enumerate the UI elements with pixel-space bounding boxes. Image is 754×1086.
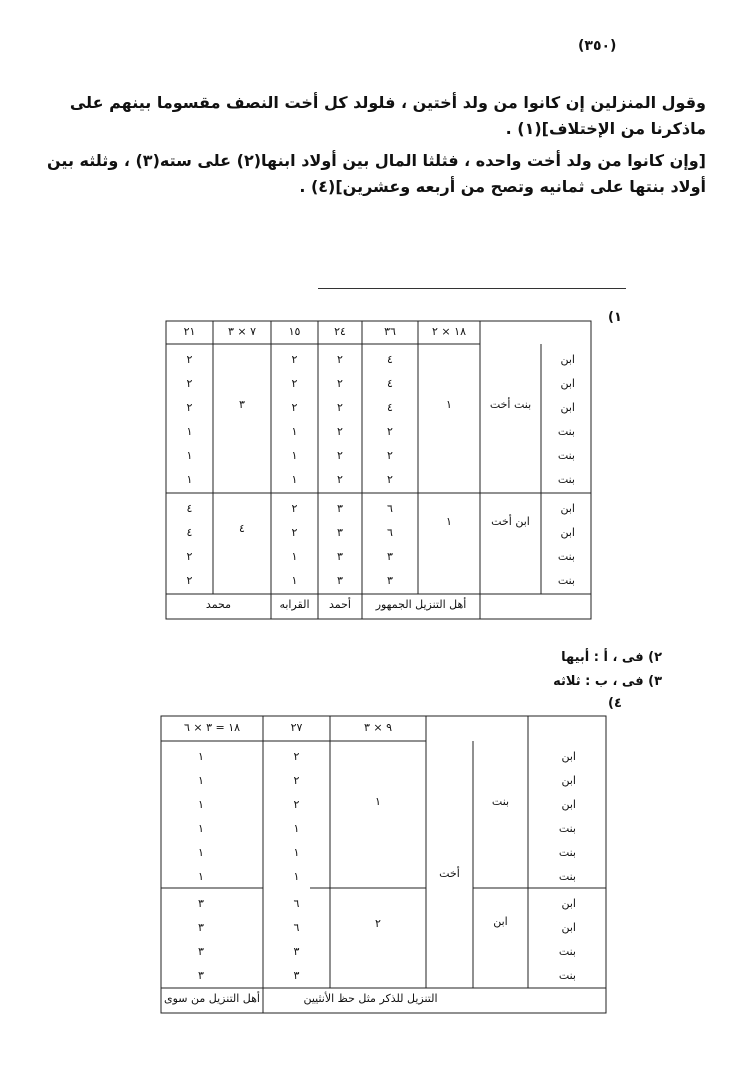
t1-c15-r5: ١ xyxy=(291,449,298,462)
t1-c36-r10: ٣ xyxy=(387,574,393,587)
t2-9x3-lower: ٢ xyxy=(375,917,381,930)
t1-header-15: ١٥ xyxy=(288,325,301,338)
footnote-4-mark: ٤) xyxy=(608,696,622,711)
t2-person-r5: بنت xyxy=(558,846,576,859)
t2-c27-r10: ٣ xyxy=(293,969,300,982)
t2-c18-r5: ١ xyxy=(198,846,204,859)
t2-c27-r4: ١ xyxy=(293,822,300,835)
t1-c24-r9: ٣ xyxy=(337,550,343,563)
t1-person-r5: بنت xyxy=(557,449,575,462)
t1-c21-r8: ٤ xyxy=(186,526,193,539)
t1-c36-r4: ٢ xyxy=(387,425,393,438)
footnote-1-mark: ١) xyxy=(608,310,622,325)
page-number: (٣٥٠) xyxy=(578,38,617,54)
t2-c27-r5: ١ xyxy=(293,846,300,859)
t2-person-r7: ابن xyxy=(561,897,576,910)
t1-footer-muhammad: محمد xyxy=(205,598,232,611)
t1-footer-jumhur: أهل التنزيل الجمهور xyxy=(375,598,467,611)
t2-c18-r6: ١ xyxy=(198,870,204,883)
t2-person-r2: ابن xyxy=(561,774,576,787)
t1-parent-daughter-of-sister: بنت أخت xyxy=(489,398,532,411)
t2-c27-r8: ٦ xyxy=(293,921,300,934)
t2-c18-r3: ١ xyxy=(198,798,204,811)
t2-header-27: ٢٧ xyxy=(290,721,303,734)
t1-c21-r3: ٢ xyxy=(186,401,193,414)
t1-header-24: ٢٤ xyxy=(334,325,346,338)
t1-footer-qarabah: القرابه xyxy=(279,598,310,611)
t1-c24-r1: ٢ xyxy=(337,353,343,366)
t1-c15-r4: ١ xyxy=(291,425,298,438)
t1-c15-r6: ١ xyxy=(291,473,298,486)
t2-c27-r3: ٢ xyxy=(293,798,300,811)
t2-footer-male-double: التنزيل للذكر مثل حظ الأنثيين xyxy=(303,992,438,1005)
t1-c21-r1: ٢ xyxy=(186,353,193,366)
t1-c36-r7: ٦ xyxy=(387,502,393,515)
t1-c36-r3: ٤ xyxy=(387,401,393,414)
t2-person-r10: بنت xyxy=(558,969,576,982)
t2-col-27 xyxy=(263,745,330,988)
t1-c15-r9: ١ xyxy=(291,550,298,563)
t1-c21-r4: ١ xyxy=(186,425,193,438)
t1-c36-r8: ٦ xyxy=(387,526,393,539)
t2-c18-r2: ١ xyxy=(198,774,204,787)
footnote-3: ٣) فى ، ب : ثلاثه xyxy=(553,674,662,689)
t1-c24-r8: ٣ xyxy=(337,526,343,539)
t2-parent-son: ابن xyxy=(493,915,508,928)
t1-c21-r5: ١ xyxy=(186,449,193,462)
t2-c18-r4: ١ xyxy=(198,822,204,835)
t2-person-r4: بنت xyxy=(558,822,576,835)
t2-person-r8: ابن xyxy=(561,921,576,934)
t1-c24-r6: ٢ xyxy=(337,473,343,486)
t1-c36-r6: ٢ xyxy=(387,473,393,486)
t1-header-21: ٢١ xyxy=(183,325,196,338)
t1-18x2-upper: ١ xyxy=(446,398,452,411)
t1-c21-r7: ٤ xyxy=(186,502,193,515)
t2-c27-r7: ٦ xyxy=(293,897,300,910)
t1-7x3-upper: ٣ xyxy=(239,398,245,411)
t1-person-r9: بنت xyxy=(557,550,575,563)
t2-c27-r2: ٢ xyxy=(293,774,300,787)
t2-person-r1: ابن xyxy=(561,750,576,763)
t1-c21-r10: ٢ xyxy=(186,574,193,587)
t2-c18-r8: ٣ xyxy=(198,921,204,934)
t2-c18-r1: ١ xyxy=(198,750,204,763)
t1-c21-r9: ٢ xyxy=(186,550,193,563)
t1-c21-r6: ١ xyxy=(186,473,193,486)
t1-c15-r1: ٢ xyxy=(291,353,298,366)
t1-c15-r2: ٢ xyxy=(291,377,298,390)
t1-c24-r10: ٣ xyxy=(337,574,343,587)
t2-col-persons xyxy=(540,745,576,988)
t2-c18-r7: ٣ xyxy=(198,897,204,910)
t1-person-r10: بنت xyxy=(557,574,575,587)
t1-c15-r10: ١ xyxy=(291,574,298,587)
t1-header-36: ٣٦ xyxy=(384,325,396,338)
t1-person-r4: بنت xyxy=(557,425,575,438)
t2-grandparent-sister: أخت xyxy=(439,867,460,880)
t1-7x3-lower: ٤ xyxy=(239,522,245,535)
t2-person-r6: بنت xyxy=(558,870,576,883)
t2-footer-ahl-tanzil: أهل التنزيل من سوى xyxy=(164,992,260,1005)
t1-person-r3: ابن xyxy=(560,401,575,414)
t2-parent-daughter: بنت xyxy=(491,795,510,808)
t1-person-r6: بنت xyxy=(557,473,575,486)
t1-c24-r7: ٣ xyxy=(337,502,343,515)
t1-person-r2: ابن xyxy=(560,377,575,390)
t1-c36-r5: ٢ xyxy=(387,449,393,462)
paragraph-2: [وإن كانوا من ولد أخت واحده ، فثلثا المال بين أولاد ابنها(٢) على سته(٣) ، وثلثه بين أولاد بنتها على ثمانيه وتصح من أربعه وعشرين](٤) . xyxy=(47,151,706,196)
t2-c18-r9: ٣ xyxy=(198,945,204,958)
t1-person-r1: ابن xyxy=(560,353,575,366)
t2-c27-r1: ٢ xyxy=(293,750,300,763)
t1-c21-r2: ٢ xyxy=(186,377,193,390)
t1-c15-r8: ٢ xyxy=(291,526,298,539)
footnote-2: ٢) فى ، أ : أبيها xyxy=(561,650,662,665)
t1-c15-r3: ٢ xyxy=(291,401,298,414)
t1-c36-r2: ٤ xyxy=(387,377,393,390)
t1-c24-r2: ٢ xyxy=(337,377,343,390)
t1-c36-r9: ٣ xyxy=(387,550,393,563)
t1-18x2-lower: ١ xyxy=(446,515,452,528)
t1-person-r7: ابن xyxy=(560,502,575,515)
paragraph-1: وقول المنزلين إن كانوا من ولد أختين ، فلولد كل أخت النصف مقسوما بينهم على ماذكرنا من الإختلاف](١) . xyxy=(69,93,706,138)
t2-9x3-upper: ١ xyxy=(375,795,381,808)
t2-c27-r6: ١ xyxy=(293,870,300,883)
t1-person-r8: ابن xyxy=(560,526,575,539)
t1-c36-r1: ٤ xyxy=(387,353,393,366)
t2-header-9x3: ٩ × ٣ xyxy=(363,721,393,734)
t1-header-18x2: ١٨ × ٢ xyxy=(432,325,466,338)
t2-person-r9: بنت xyxy=(558,945,576,958)
t2-header-18: ١٨ = ٣ × ٦ xyxy=(183,721,241,734)
t1-c24-r5: ٢ xyxy=(337,449,343,462)
t2-col-18 xyxy=(161,745,241,988)
t2-person-r3: ابن xyxy=(561,798,576,811)
t1-header-7x3: ٧ × ٣ xyxy=(227,325,257,338)
t1-footer-ahmad: أحمد xyxy=(329,598,351,611)
t2-c18-r10: ٣ xyxy=(198,969,204,982)
t1-c24-r3: ٢ xyxy=(337,401,343,414)
t1-parent-son-of-sister: ابن أخت xyxy=(491,515,530,528)
t1-c15-r7: ٢ xyxy=(291,502,298,515)
t2-c27-r9: ٣ xyxy=(293,945,300,958)
t1-c24-r4: ٢ xyxy=(337,425,343,438)
